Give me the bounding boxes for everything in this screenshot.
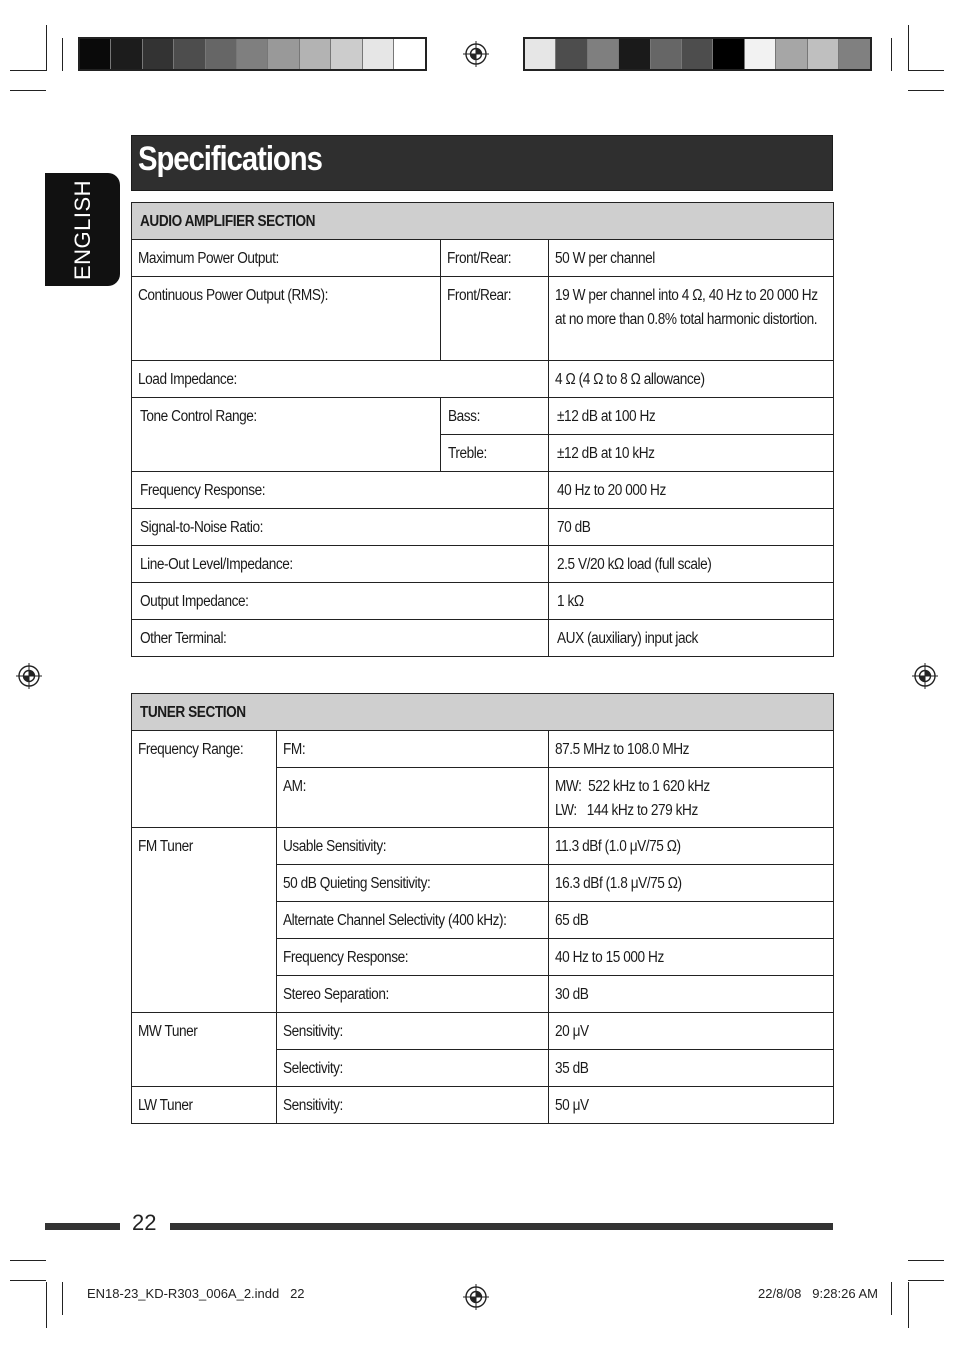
language-label: ENGLISH: [69, 179, 95, 280]
spec-value: ±12 dB at 100 Hz: [549, 398, 834, 435]
footer-rule-right: [170, 1223, 833, 1230]
spec-label: Load Impedance:: [132, 361, 549, 398]
spec-label: Frequency Response:: [132, 472, 549, 509]
spec-sublabel: Treble:: [441, 435, 549, 472]
color-swatch: [174, 39, 205, 69]
spec-label: MW Tuner: [132, 1013, 277, 1087]
spec-value: 87.5 MHz to 108.0 MHz: [549, 731, 834, 768]
title-bar: [131, 135, 833, 191]
spec-sublabel: Alternate Channel Selectivity (400 kHz):: [277, 902, 549, 939]
color-swatch: [525, 39, 556, 69]
spec-value: 35 dB: [549, 1050, 834, 1087]
spec-label: Other Terminal:: [132, 620, 549, 657]
color-swatch: [776, 39, 807, 69]
spec-sublabel: Usable Sensitivity:: [277, 828, 549, 865]
color-swatch: [713, 39, 744, 69]
color-swatch: [808, 39, 839, 69]
spec-value: 1 kΩ: [549, 583, 834, 620]
color-swatch: [363, 39, 394, 69]
audio-amplifier-table: [131, 202, 834, 657]
spec-label: Continuous Power Output (RMS):: [132, 277, 441, 361]
spec-label: Tone Control Range:: [132, 398, 441, 472]
color-swatch: [80, 39, 111, 69]
registration-mark-icon: [463, 1284, 489, 1310]
color-swatch: [619, 39, 650, 69]
spec-sublabel: FM:: [277, 731, 549, 768]
spec-value: MW: 522 kHz to 1 620 kHz LW: 144 kHz to 279 kHz: [549, 768, 834, 828]
crop-mark: [908, 1280, 944, 1281]
color-swatch: [143, 39, 174, 69]
footer-rule-left: [45, 1223, 120, 1230]
crop-mark: [908, 90, 944, 91]
color-swatch: [111, 39, 142, 69]
color-swatch: [745, 39, 776, 69]
registration-mark-icon: [463, 41, 489, 67]
print-timestamp: 22/8/08 9:28:26 AM: [758, 1286, 878, 1301]
crop-mark: [10, 1280, 46, 1281]
spec-value: 2.5 V/20 kΩ load (full scale): [549, 546, 834, 583]
color-swatch: [206, 39, 237, 69]
spec-value: 70 dB: [549, 509, 834, 546]
spec-value: 65 dB: [549, 902, 834, 939]
spec-value: 11.3 dBf (1.0 μV/75 Ω): [549, 828, 834, 865]
crop-mark: [908, 70, 944, 71]
spec-label: FM Tuner: [132, 828, 277, 1013]
color-bar-right: [523, 37, 872, 71]
crop-mark: [62, 1282, 63, 1315]
spec-value: 16.3 dBf (1.8 μV/75 Ω): [549, 865, 834, 902]
color-swatch: [556, 39, 587, 69]
page-title: Specifications: [138, 140, 322, 178]
spec-sublabel: Frequency Response:: [277, 939, 549, 976]
spec-value: 40 Hz to 15 000 Hz: [549, 939, 834, 976]
color-swatch: [300, 39, 331, 69]
spec-sublabel: Sensitivity:: [277, 1087, 549, 1124]
color-swatch: [394, 39, 425, 69]
spec-label: Frequency Range:: [132, 731, 277, 828]
spec-value: 50 W per channel: [549, 240, 834, 277]
section-heading: TUNER SECTION: [132, 694, 834, 731]
page-number: 22: [132, 1210, 157, 1235]
spec-value: 40 Hz to 20 000 Hz: [549, 472, 834, 509]
spec-value: ±12 dB at 10 kHz: [549, 435, 834, 472]
section-heading: AUDIO AMPLIFIER SECTION: [132, 203, 834, 240]
crop-mark: [46, 1282, 47, 1328]
crop-mark: [908, 1282, 909, 1328]
spec-label: Line-Out Level/Impedance:: [132, 546, 549, 583]
color-swatch: [331, 39, 362, 69]
spec-value: AUX (auxiliary) input jack: [549, 620, 834, 657]
crop-mark: [908, 25, 909, 71]
spec-value: 4 Ω (4 Ω to 8 Ω allowance): [549, 361, 834, 398]
spec-value: 19 W per channel into 4 Ω, 40 Hz to 20 000 Hz at no more than 0.8% total harmonic distortion.: [549, 277, 834, 361]
spec-label: Signal-to-Noise Ratio:: [132, 509, 549, 546]
spec-sublabel: Stereo Separation:: [277, 976, 549, 1013]
spec-sublabel: Sensitivity:: [277, 1013, 549, 1050]
color-swatch: [237, 39, 268, 69]
crop-mark: [10, 1260, 46, 1261]
color-bar-left: [78, 37, 427, 71]
spec-value: 30 dB: [549, 976, 834, 1013]
crop-mark: [908, 1260, 944, 1261]
crop-mark: [10, 70, 46, 71]
spec-sublabel: Bass:: [441, 398, 549, 435]
crop-mark: [10, 90, 46, 91]
crop-mark: [62, 38, 63, 71]
spec-sublabel: Front/Rear:: [441, 277, 549, 361]
registration-mark-icon: [16, 663, 42, 689]
crop-mark: [891, 1282, 892, 1315]
spec-sublabel: Selectivity:: [277, 1050, 549, 1087]
spec-sublabel: AM:: [277, 768, 549, 828]
tuner-table: [131, 693, 834, 1124]
color-swatch: [682, 39, 713, 69]
spec-sublabel: 50 dB Quieting Sensitivity:: [277, 865, 549, 902]
spec-label: Maximum Power Output:: [132, 240, 441, 277]
color-swatch: [588, 39, 619, 69]
crop-mark: [891, 38, 892, 71]
spec-value: 20 μV: [549, 1013, 834, 1050]
crop-mark: [46, 25, 47, 71]
spec-sublabel: Front/Rear:: [441, 240, 549, 277]
color-swatch: [268, 39, 299, 69]
spec-label: LW Tuner: [132, 1087, 277, 1124]
spec-label: Output Impedance:: [132, 583, 549, 620]
registration-mark-icon: [912, 663, 938, 689]
color-swatch: [651, 39, 682, 69]
color-swatch: [839, 39, 870, 69]
spec-value: 50 μV: [549, 1087, 834, 1124]
language-tab: [45, 173, 120, 286]
file-slug: EN18-23_KD-R303_006A_2.indd 22: [87, 1286, 305, 1301]
